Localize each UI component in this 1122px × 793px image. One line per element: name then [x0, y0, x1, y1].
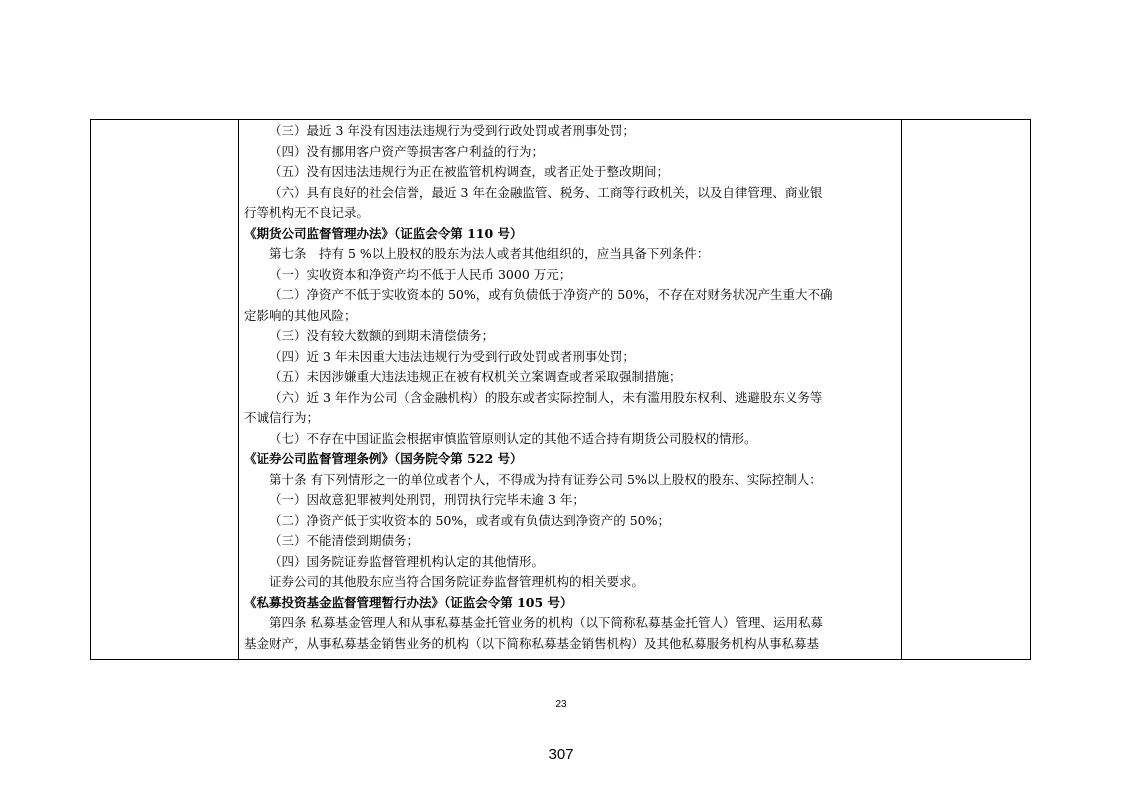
text-line: （五）没有因违法违规行为正在被监管机构调查，或者正处于整改期间； — [269, 164, 670, 179]
page-number-large: 307 — [548, 746, 574, 763]
text-line: （四）近 3 年未因重大违法违规行为受到行政处罚或者刑事处罚； — [269, 348, 635, 364]
text-line: （二）净资产低于实收资本的 50%，或者或有负债达到净资产的 50%； — [269, 512, 671, 528]
text-line: （四）没有挪用客户资产等损害客户利益的行为； — [269, 143, 545, 159]
text-line: （六）近 3 年作为公司（含金融机构）的股东或者实际控制人，未有滥用股东权利、逃避股东义务等 — [269, 389, 823, 405]
document-table — [90, 119, 1031, 660]
text-line: （二）净资产不低于实收资本的 50%，或有负债低于净资产的 50%，不存在对财务状况产生重大不确 — [269, 287, 833, 302]
text-line: 第七条 持有 5 %以上股权的股东为法人或者其他组织的，应当具备下列条件： — [269, 246, 710, 261]
text-line: （一）因故意犯罪被判处刑罚，刑罚执行完毕未逾 3 年； — [269, 492, 585, 507]
text-line: （三）最近 3 年没有因违法违规行为受到行政处罚或者刑事处罚； — [269, 123, 635, 138]
text-line: （六）具有良好的社会信誉，最近 3 年在金融监管、税务、工商等行政机关，以及自律管理、商业银 — [269, 184, 823, 200]
text-line: 不诚信行为； — [244, 410, 320, 425]
table-content-column — [244, 121, 896, 659]
text-line: 第四条 私募基金管理人和从事私募基金托管业务的机构（以下简称私募基金托管人）管理、运用私募 — [269, 615, 823, 630]
text-line: 证券公司的其他股东应当符合国务院证券监督管理机构的相关要求。 — [269, 574, 645, 589]
table-left-column — [91, 120, 239, 659]
text-line: 行等机构无不良记录。 — [244, 205, 370, 220]
text-line: （三）没有较大数额的到期未清偿债务； — [269, 328, 495, 343]
text-line: （七）不存在中国证监会根据审慎监管原则认定的其他不适合持有期货公司股权的情形。 — [269, 430, 757, 446]
text-line: 定影响的其他风险； — [244, 307, 357, 323]
text-line: （三）不能清偿到期债务； — [269, 533, 420, 548]
text-line: 基金财产，从事私募基金销售业务的机构（以下简称私募基金销售机构）及其他私募服务机构从事私募基 — [244, 635, 820, 651]
text-line: （五）未因涉嫌重大违法违规正在被有权机关立案调查或者采取强制措施； — [269, 369, 682, 384]
text-line: （一）实收资本和净资产均不低于人民币 3000 万元； — [269, 266, 572, 282]
regulation-title: 《私募投资基金监督管理暂行办法》（证监会令第 105 号） — [244, 594, 573, 610]
regulation-title: 《期货公司监督管理办法》（证监会令第 110 号） — [244, 225, 523, 241]
text-line: 第十条 有下列情形之一的单位或者个人，不得成为持有证券公司 5%以上股权的股东、实际控制人： — [269, 471, 822, 487]
table-right-column — [901, 120, 1030, 659]
text-line: （四）国务院证券监督管理机构认定的其他情形。 — [269, 553, 545, 569]
regulation-title: 《证券公司监督管理条例》（国务院令第 522 号） — [244, 451, 523, 466]
page-number-small: 23 — [555, 699, 567, 710]
